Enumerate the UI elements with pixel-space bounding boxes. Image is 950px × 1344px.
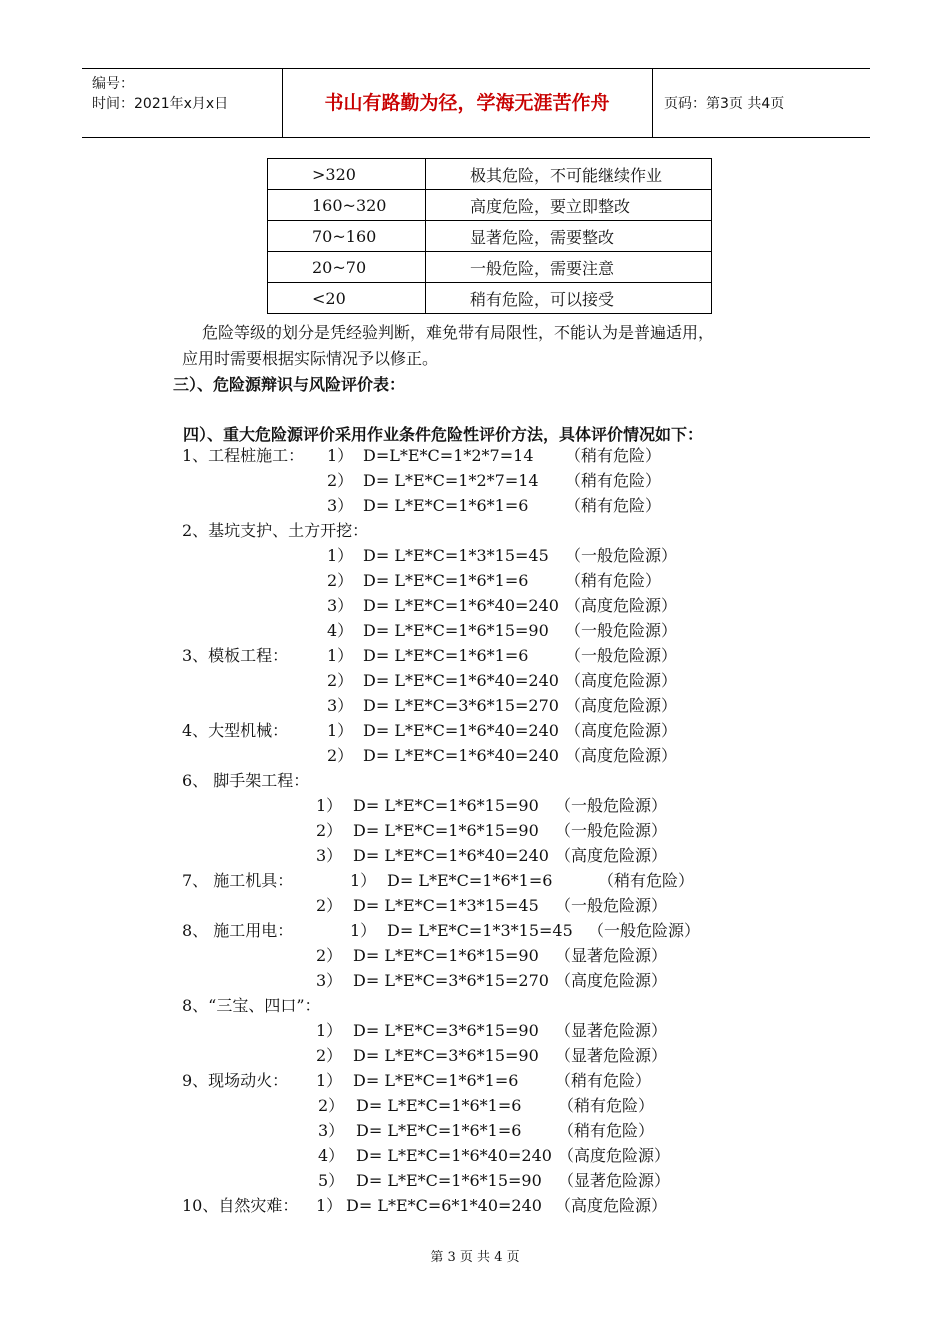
table-row — [268, 252, 712, 283]
evaluation-formula: D= L*E*C=1*3*15=45 — [387, 921, 573, 940]
evaluation-result: （高度危险源） — [555, 971, 668, 990]
evaluation-index: 2） — [316, 896, 343, 915]
evaluation-index: 4） — [327, 621, 354, 640]
evaluation-formula: D= L*E*C=1*3*15=45 — [353, 896, 539, 915]
level-cell: 稍有危险，可以接受 — [426, 283, 712, 314]
evaluation-label: 4、大型机械： — [182, 721, 289, 740]
evaluation-label: 1、工程桩施工： — [182, 446, 305, 465]
evaluation-label: 2、基坑支护、土方开挖： — [182, 521, 369, 540]
evaluation-formula: D= L*E*C=1*6*40=240 — [356, 1146, 552, 1165]
evaluation-result: （稍有危险） — [555, 1071, 652, 1090]
evaluation-index: 1） — [327, 546, 354, 565]
evaluation-label: 8、“三宝、四口”： — [182, 996, 321, 1015]
evaluation-index: 2） — [327, 471, 354, 490]
evaluation-result: （显著危险源） — [555, 1046, 668, 1065]
evaluation-index: 3） — [327, 596, 354, 615]
evaluation-result: （高度危险源） — [565, 596, 678, 615]
evaluation-result: （高度危险源） — [555, 846, 668, 865]
evaluation-result: （稍有危险） — [565, 446, 662, 465]
header-info-cell — [82, 69, 283, 137]
evaluation-label: 7、 施工机具： — [182, 871, 294, 890]
evaluation-formula: D= L*E*C=3*6*15=90 — [353, 1046, 539, 1065]
evaluation-result: （高度危险源） — [555, 1196, 668, 1215]
score-cell: 20~70 — [268, 252, 426, 283]
evaluation-formula: D= L*E*C=1*6*40=240 — [363, 671, 559, 690]
evaluation-result: （高度危险源） — [558, 1146, 671, 1165]
evaluation-label: 8、 施工用电： — [182, 921, 294, 940]
evaluation-result: （稍有危险） — [565, 571, 662, 590]
header-motto: 书山有路勤为径，学海无涯苦作舟 — [282, 69, 653, 137]
evaluation-index: 2） — [327, 571, 354, 590]
evaluation-formula: D= L*E*C=1*6*40=240 — [353, 846, 549, 865]
evaluation-index: 3） — [327, 496, 354, 515]
evaluation-index: 1） — [350, 921, 377, 940]
evaluation-formula: D= L*E*C=3*6*15=270 — [363, 696, 559, 715]
evaluation-result: （稍有危险） — [558, 1121, 655, 1140]
evaluation-formula: D= L*E*C=1*6*15=90 — [356, 1171, 542, 1190]
evaluation-result: （高度危险源） — [565, 696, 678, 715]
section4-heading: 四）、重大危险源评价采用作业条件危险性评价方法，具体评价情况如下： — [183, 425, 704, 444]
evaluation-result: （一般危险源） — [565, 646, 678, 665]
evaluation-index: 3） — [316, 971, 343, 990]
evaluation-index: 2） — [316, 821, 343, 840]
evaluation-formula: D= L*E*C=1*6*1=6 — [363, 496, 529, 515]
header-page-label: 页码：第3页 共4页 — [664, 96, 785, 112]
evaluation-result: （稍有危险） — [565, 496, 662, 515]
evaluation-result: （高度危险源） — [565, 721, 678, 740]
evaluation-formula: D= L*E*C=1*6*15=90 — [353, 821, 539, 840]
evaluation-index: 1） — [316, 1071, 343, 1090]
evaluation-index: 2） — [327, 671, 354, 690]
level-cell: 显著危险，需要整改 — [426, 221, 712, 252]
evaluation-index: 1） — [327, 646, 354, 665]
evaluation-formula: D= L*E*C=1*6*40=240 — [363, 746, 559, 765]
score-cell: <20 — [268, 283, 426, 314]
evaluation-result: （稍有危险） — [558, 1096, 655, 1115]
evaluation-formula: D= L*E*C=3*6*15=270 — [353, 971, 549, 990]
evaluation-result: （一般危险源） — [555, 796, 668, 815]
level-cell: 一般危险，需要注意 — [426, 252, 712, 283]
evaluation-label: 3、模板工程： — [182, 646, 289, 665]
note-paragraph-line1: 危险等级的划分是凭经验判断，难免带有局限性，不能认为是普遍适用， — [202, 323, 715, 342]
score-cell: 160~320 — [268, 190, 426, 221]
evaluation-result: （一般危险源） — [555, 896, 668, 915]
evaluation-index: 2） — [318, 1096, 345, 1115]
evaluation-result: （显著危险源） — [555, 946, 668, 965]
evaluation-index: 4） — [318, 1146, 345, 1165]
evaluation-result: （一般危险源） — [588, 921, 701, 940]
evaluation-index: 2） — [327, 746, 354, 765]
evaluation-index: 2） — [316, 946, 343, 965]
level-cell: 极其危险，不可能继续作业 — [426, 159, 712, 190]
evaluation-index: 1） — [316, 796, 343, 815]
evaluation-index: 5） — [318, 1171, 345, 1190]
date-label: 时间：2021年x月x日 — [92, 96, 229, 112]
evaluation-result: （稍有危险） — [598, 871, 695, 890]
score-cell: 70~160 — [268, 221, 426, 252]
evaluation-index: 1） — [327, 446, 354, 465]
table-row — [268, 159, 712, 190]
evaluation-index: 1） — [327, 721, 354, 740]
evaluation-formula: D= L*E*C=1*6*15=90 — [363, 621, 549, 640]
number-label: 编号： — [92, 76, 134, 92]
evaluation-label: 10、自然灾难： — [182, 1196, 299, 1215]
evaluation-formula: D= L*E*C=1*6*1=6 — [363, 646, 529, 665]
evaluation-formula: D= L*E*C=1*6*1=6 — [363, 571, 529, 590]
evaluation-label: 6、 脚手架工程： — [182, 771, 310, 790]
evaluation-result: （稍有危险） — [565, 471, 662, 490]
evaluation-formula: D= L*E*C=1*6*40=240 — [363, 721, 559, 740]
evaluation-result: （一般危险源） — [565, 546, 678, 565]
table-row — [268, 221, 712, 252]
evaluation-formula: D= L*E*C=1*6*1=6 — [387, 871, 553, 890]
evaluation-formula: D= L*E*C=1*6*1=6 — [353, 1071, 519, 1090]
evaluation-result: （显著危险源） — [555, 1021, 668, 1040]
evaluation-formula: D= L*E*C=1*3*15=45 — [363, 546, 549, 565]
evaluation-result: （一般危险源） — [555, 821, 668, 840]
note-paragraph-line2: 应用时需要根据实际情况予以修正。 — [182, 349, 439, 368]
evaluation-label: 9、现场动火： — [182, 1071, 289, 1090]
score-cell: >320 — [268, 159, 426, 190]
evaluation-index: 3） — [316, 846, 343, 865]
risk-level-table — [267, 158, 712, 314]
evaluation-formula: D= L*E*C=1*6*1=6 — [356, 1121, 522, 1140]
evaluation-result: （一般危险源） — [565, 621, 678, 640]
evaluation-formula: D= L*E*C=1*6*1=6 — [356, 1096, 522, 1115]
evaluation-formula: D= L*E*C=1*6*40=240 — [363, 596, 559, 615]
table-row — [268, 190, 712, 221]
evaluation-formula: D= L*E*C=6*1*40=240 — [346, 1196, 542, 1215]
evaluation-result: （高度危险源） — [565, 746, 678, 765]
page-header — [82, 68, 870, 138]
evaluation-formula: D= L*E*C=1*2*7=14 — [363, 471, 539, 490]
evaluation-formula: D= L*E*C=1*6*15=90 — [353, 946, 539, 965]
evaluation-index: 1） — [350, 871, 377, 890]
table-row — [268, 283, 712, 314]
level-cell: 高度危险，要立即整改 — [426, 190, 712, 221]
evaluation-index: 1） — [316, 1196, 343, 1215]
evaluation-index: 2） — [316, 1046, 343, 1065]
evaluation-formula: D=L*E*C=1*2*7=14 — [363, 446, 534, 465]
evaluation-index: 3） — [327, 696, 354, 715]
evaluation-index: 1） — [316, 1021, 343, 1040]
evaluation-result: （高度危险源） — [565, 671, 678, 690]
evaluation-formula: D= L*E*C=1*6*15=90 — [353, 796, 539, 815]
evaluation-result: （显著危险源） — [558, 1171, 671, 1190]
evaluation-formula: D= L*E*C=3*6*15=90 — [353, 1021, 539, 1040]
page-footer: 第 3 页 共 4 页 — [430, 1250, 520, 1265]
section3-heading: 三）、危险源辩识与风险评价表： — [173, 375, 406, 394]
evaluation-index: 3） — [318, 1121, 345, 1140]
